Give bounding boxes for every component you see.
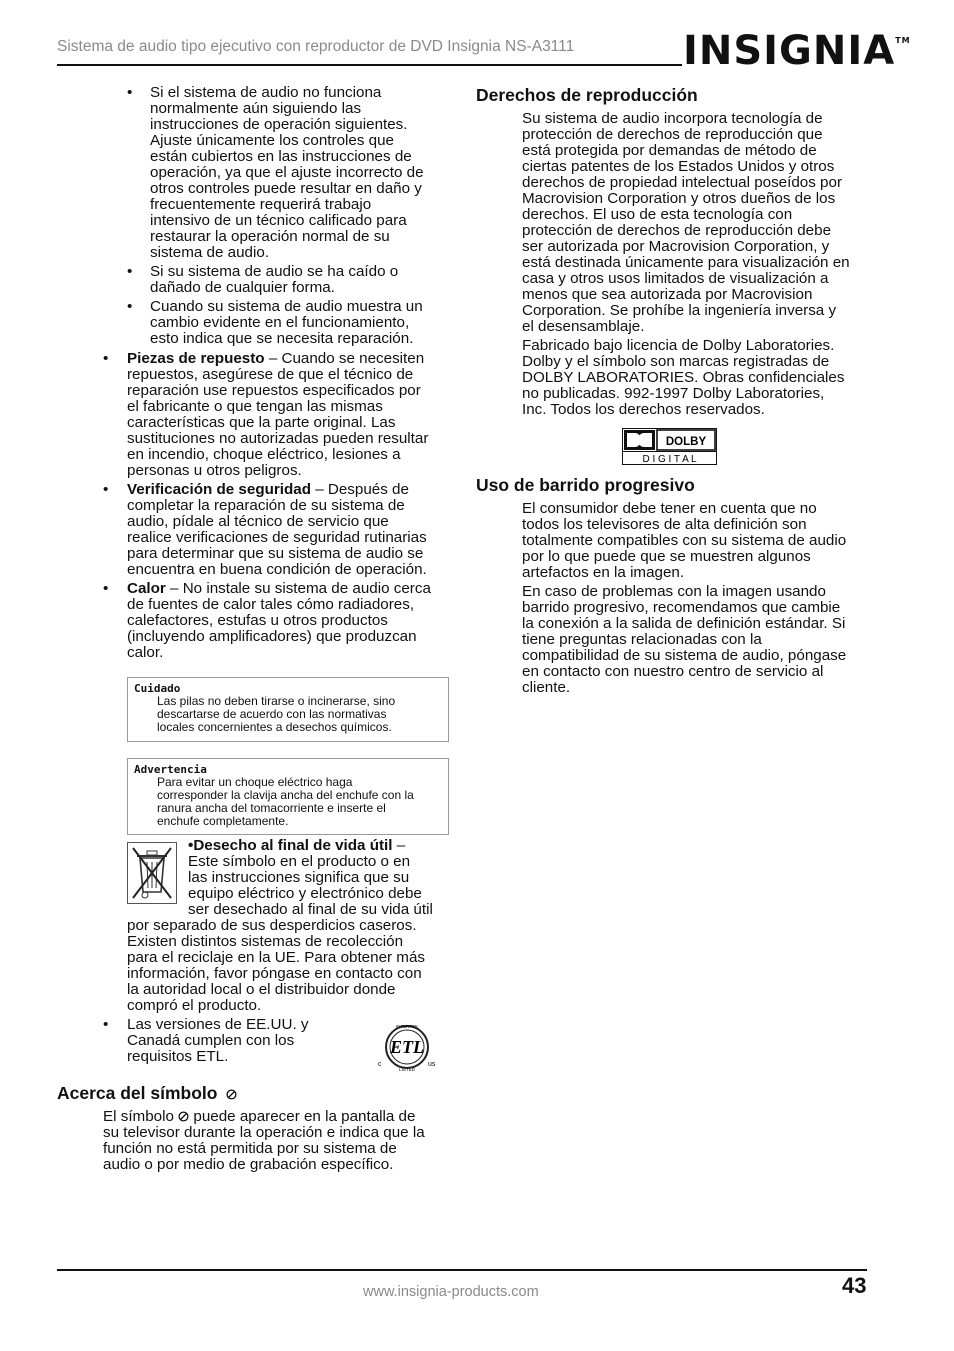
rights-line: Corporation. Se prohíbe la ingeniería inversa y [522,302,837,319]
etl-us-text: us [428,1061,436,1068]
caution-label: Cuidado [134,682,181,695]
rights-line: protección de derechos de reproducción debe [522,222,832,239]
disposal-line: – [392,837,406,854]
disposal-line: ser desechado al final de su vida útil [188,901,433,918]
scan-heading: Uso de barrido progresivo [476,475,695,495]
scan-paragraph-2 [522,584,867,696]
rights-line: ser autorizada por Macrovision Corporation, y [522,238,830,255]
bullet-item [103,581,453,661]
bullet-line: audio, pídale al técnico de servicio que [127,513,389,530]
bullet-dot: • [103,350,109,367]
warning-line: corresponder la clavija ancha del enchufe con la [157,788,414,802]
rights-line: Su sistema de audio incorpora tecnología de [522,110,823,127]
warning-box [127,758,449,835]
bullet-list [103,351,453,664]
bullet-line: están cubiertos en las instrucciones de [150,148,412,165]
bullet-line: sistema de audio. [150,244,270,261]
rights-line: Fabricado bajo licencia de Dolby Laboratories. [522,337,835,354]
bullet-line: restaurar la operación normal de su [150,228,390,245]
rights-line: Macrovision Corporation y otros dueños de los [522,190,836,207]
bullet-line: Si su sistema de audio se ha caído o [150,263,399,280]
logo-trademark: TM [895,36,911,45]
bullet-line: el fabricante o que tengan las mismas [127,398,383,415]
footer-url: www.insignia-products.com [363,1284,539,1300]
symbol-line: audio o por medio de grabación específico. [103,1156,394,1173]
bullet-line: repuestos, asegúrese de que el técnico de [127,366,414,383]
caution-line: locales concernientes a desechos químicos. [157,720,392,734]
bullet-item [103,351,453,479]
bullet-line: calor. [127,644,164,661]
etl-line: Canadá cumplen con los [127,1032,295,1049]
bullet-line: de fuentes de calor tales cómo radiadores, [127,596,415,613]
bullet-term: Piezas de repuesto [127,350,265,367]
etl-text [127,1017,353,1065]
disposal-paragraph [127,838,457,1014]
bullet-dot: • [127,298,133,315]
etl-top-text: INTERTEK [395,1024,419,1029]
symbol-body [103,1109,453,1173]
bullet-line: para determinar que su sistema de audio se [127,545,424,562]
bullet-line: cambio evidente en el funcionamiento, [150,314,410,331]
bullet-line: Si el sistema de audio no funciona [150,84,382,101]
dolby-word: DOLBY [665,436,707,448]
bullet-line: normalmente aún siguiendo las [150,100,362,117]
disposal-line: compró el producto. [127,997,262,1014]
bullet-line: – Después de [311,481,409,498]
caution-line: descartarse de acuerdo con las normativas [157,707,387,721]
bullet-dot: • [127,263,133,280]
header-rule [57,64,682,66]
header-title: Sistema de audio tipo ejecutivo con reproductor de DVD Insignia NS-A3111 [57,38,575,55]
scan-line: la conexión a la salida de definición estándar. Si [522,615,846,632]
rights-paragraph-1 [522,111,867,335]
scan-line: cliente. [522,679,571,696]
bullet-line: – No instale su sistema de audio cerca [165,580,431,597]
bullet-line: encuentra en buena condición de operación. [127,561,427,578]
logo-text: INSIGNIA [683,28,896,74]
rights-line: DOLBY LABORATORIES. Obras confidenciales [522,369,845,386]
bullet-dot: • [103,580,109,597]
scan-paragraph-1 [522,501,867,581]
bullet-line: Ajuste únicamente los controles que [150,132,394,149]
rights-line: el desensamblaje. [522,318,645,335]
etl-bottom-text: LISTED [399,1067,415,1072]
scan-line: artefactos en la imagen. [522,564,685,581]
rights-line: está protegida por demandas de método de [522,142,817,159]
disposal-line: por separado de sus desperdicios caseros. [127,917,417,934]
rights-line: derechos de propiedad intelectual poseídos por [522,174,843,191]
bullet-line: personas u otros peligros. [127,462,302,479]
etl-line: Las versiones de EE.UU. y [127,1016,309,1033]
prohibited-icon [226,1089,237,1100]
disposal-line: Existen distintos sistemas de recolección [127,933,404,950]
bullet-line: instrucciones de operación siguientes. [150,116,408,133]
disposal-line: las instrucciones significa que su [188,869,410,886]
bullet-line: en incendio, choque eléctrico, lesiones a [127,446,401,463]
bullet-line: reparación use repuestos especificados por [127,382,421,399]
etl-main-text: ETL [390,1037,424,1057]
symbol-line: su televisor durante la operación e indica que la [103,1124,425,1141]
bullet-line: calefactores, estufas u otros productos [127,612,388,629]
symbol-body-start: El símbolo [103,1108,174,1125]
bullet-line: realice verificaciones de seguridad rutinarias [127,529,427,546]
bullet-dot: • [127,84,133,101]
rights-line: Inc. Todos los derechos reservados. [522,401,765,418]
scan-line: por lo que puede que se muestren algunos [522,548,811,565]
warning-label: Advertencia [134,763,207,776]
disposal-term: •Desecho al final de vida útil [188,837,393,854]
sub-bullet-item [127,85,457,261]
disposal-line: información, favor póngase en contacto con [127,965,422,982]
scan-line: barrido progresivo, recomendamos que cambie [522,599,841,616]
sub-bullet-list [127,85,457,350]
bullet-line: sustituciones no autorizadas pueden resultar [127,430,429,447]
page-number: 43 [842,1273,867,1298]
symbol-body-lines [103,1125,453,1173]
bullet-line: dañado de cualquier forma. [150,279,335,296]
caution-text [157,695,395,734]
etl-bullet: • Las versiones de EE.UU. y Canadá cumplen con los requisitos ETL. [103,1017,353,1065]
bullet-line: otros controles puede resultar en daño y [150,180,422,197]
bullet-line: frecuentemente requerirá trabajo [150,196,372,213]
scan-line: En caso de problemas con la imagen usando [522,583,826,600]
warning-line: Para evitar un choque eléctrico haga [157,775,353,789]
disposal-line: Este símbolo en el producto o en [188,853,411,870]
bullet-line: – Cuando se necesiten [264,350,425,367]
bullet-line: Cuando su sistema de audio muestra un [150,298,423,315]
scan-line: todos los televisores de alta definición son [522,516,807,533]
symbol-line: función no está permitida por su sistema de [103,1140,397,1157]
warning-line: enchufe completamente. [157,814,289,828]
etl-c-text: c [378,1061,382,1068]
rights-line: derechos. El uso de esta tecnología con [522,206,793,223]
bullet-line: características que la parte original. Las [127,414,396,431]
disposal-line: equipo eléctrico y electrónico debe [188,885,422,902]
rights-line: está destinada únicamente para visualización en [522,254,850,271]
sub-bullet-item [127,299,457,347]
rights-line: ciertas patentes de los Estados Unidos y otros [522,158,835,175]
dolby-digital-logo [622,428,717,465]
sub-bullet-item [127,264,457,296]
scan-line: en contacto con nuestro centro de servicio al [522,663,824,680]
warning-line: ranura ancha del tomacorriente e inserte el [157,801,386,815]
caution-line: Las pilas no deben tirarse o incinerarse, sino [157,694,396,708]
footer-rule [57,1269,867,1271]
prohibited-icon [178,1111,189,1122]
symbol-heading-text: Acerca del símbolo [57,1083,218,1103]
bullet-term: Calor [127,580,166,597]
caution-box [127,677,449,742]
bullet-line: intensivo de un técnico calificado para [150,212,407,229]
warning-text [157,776,414,828]
disposal-line: para el reciclaje en la UE. Para obtener más [127,949,425,966]
etl-listed-logo [374,1022,440,1072]
rights-line: no publicadas. 992-1997 Dolby Laboratories, [522,385,825,402]
bullet-line: esto indica que se necesita reparación. [150,330,414,347]
bullet-line: completar la reparación de su sistema de [127,497,405,514]
bullet-line: (incluyendo amplificadores) que produzcan [127,628,417,645]
dolby-digital-word: D I G I T A L [642,454,697,465]
insignia-logo [683,28,911,74]
bullet-term: Verificación de seguridad [127,481,311,498]
scan-line: tiene preguntas relacionadas con la [522,631,762,648]
bullet-dot: • [103,481,109,498]
rights-heading: Derechos de reproducción [476,85,698,105]
rights-paragraph-2 [522,338,867,418]
etl-line: requisitos ETL. [127,1048,229,1065]
scan-line: El consumidor debe tener en cuenta que no [522,500,817,517]
scan-line: totalmente compatibles con su sistema de audio [522,532,847,549]
rights-line: Dolby y el símbolo son marcas registradas de [522,353,830,370]
disposal-line: la autoridad local o el distribuidor donde [127,981,396,998]
symbol-body-end: puede aparecer en la pantalla de [193,1108,416,1125]
rights-line: protección de derechos de reproducción que [522,126,823,143]
rights-line: menos que sea autorizada por Macrovision [522,286,813,303]
scan-line: compatibilidad de su sistema de audio, póngase [522,647,847,664]
rights-line: casa y otros usos limitados de visualización a [522,270,829,287]
bullet-line: operación, ya que el ajuste incorrecto de [150,164,424,181]
bullet-item [103,482,453,578]
symbol-heading [57,1083,237,1104]
